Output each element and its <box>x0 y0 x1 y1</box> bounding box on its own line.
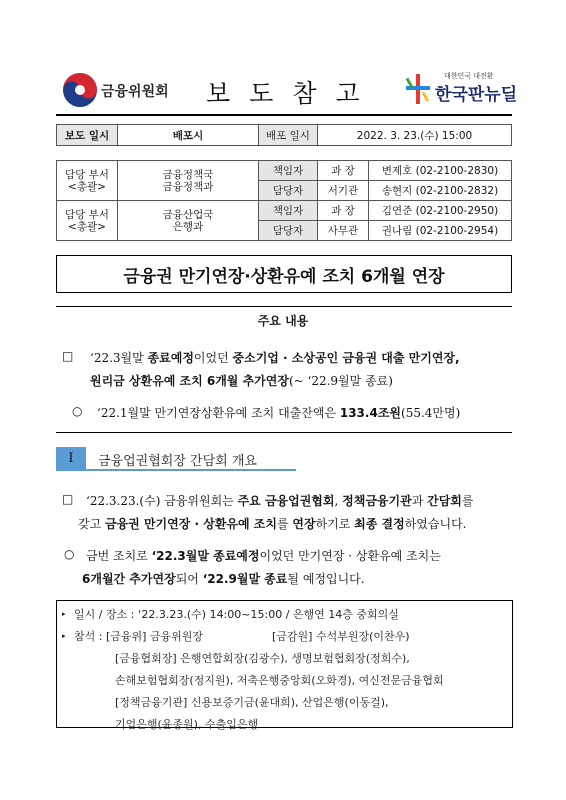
dept-label: 담당 부서 <box>65 168 109 181</box>
section-title: 금융업권협회장 간담회 개요 <box>98 454 257 469</box>
meeting-attendees-associations: [금융협회장] 은행연합회장(김광수), 생명보험협회장(정희수), <box>115 652 410 665</box>
distribution-label: 배포 일시 <box>259 125 318 146</box>
meeting-attendees-policy-finance-cont: 기업은행(윤종원), 수출입은행 <box>115 718 259 731</box>
body-line-1: ‘22.3.23.(수) 금융위원회는 주요 금융업권협회, 정책금융기관과 간담회를 <box>86 494 474 508</box>
dept-division: 은행과 <box>172 220 204 233</box>
dept-sub: <총괄> <box>68 180 106 193</box>
meeting-attendees-fsc: 참석 : [금융위] 금융위원장 <box>74 630 204 643</box>
role-cell: 책임자 <box>259 161 318 181</box>
dept-sub: <총괄> <box>68 220 106 233</box>
org-name: 금융위원회 <box>101 84 169 100</box>
person-cell: 변제호 (02-2100-2830) <box>369 161 512 181</box>
meeting-attendees-associations-cont: 손해보험협회장(정지원), 저축은행중앙회(오화경), 여신전문금융협회 <box>115 674 444 687</box>
meeting-attendees-fss: [금감원] 수석부원장(이찬우) <box>272 630 410 643</box>
korean-new-deal-subtitle: 대한민국 대전환 <box>444 72 494 80</box>
release-info-table <box>56 124 512 146</box>
dept-name-cell <box>118 161 259 201</box>
role-cell: 담당자 <box>259 181 318 201</box>
header-rule <box>56 114 512 116</box>
body-line-4: 6개월간 추가연장되어 ‘22.9월말 종료될 예정입니다. <box>82 572 365 586</box>
circle-bullet-icon: ○ <box>64 547 75 561</box>
square-bullet-icon: □ <box>62 349 74 363</box>
dept-division: 금융정책과 <box>162 180 214 193</box>
person-cell: 김연준 (02-2100-2950) <box>369 201 512 221</box>
dept-cell <box>57 201 118 241</box>
korean-new-deal-name: 한국판뉴딜 <box>435 85 518 105</box>
section-number: I <box>56 447 86 469</box>
body-line-2: 갖고 금융권 만기연장 · 상환유예 조치를 연장하기로 최종 결정하였습니다. <box>78 517 467 531</box>
dept-bureau: 금융정책국 <box>162 168 214 181</box>
summary-top-rule <box>56 306 512 307</box>
dept-label: 담당 부서 <box>65 208 109 221</box>
section-underline <box>56 469 296 471</box>
role-cell: 담당자 <box>259 221 318 241</box>
person-cell: 송현지 (02-2100-2832) <box>369 181 512 201</box>
document-type-title: 보도참고 <box>206 79 379 108</box>
fsc-emblem-icon <box>62 72 98 108</box>
circle-bullet-icon: ○ <box>72 404 83 418</box>
role-cell: 책임자 <box>259 201 318 221</box>
korean-new-deal-logo-icon <box>404 72 432 106</box>
release-label: 보도 일시 <box>57 125 118 146</box>
meeting-attendees-policy-finance: [정책금융기관] 신용보증기금(윤대희), 산업은행(이동걸), <box>115 696 389 709</box>
dept-name-cell <box>118 201 259 241</box>
distribution-value: 2022. 3. 23.(수) 15:00 <box>318 125 512 146</box>
square-bullet-icon: □ <box>62 492 74 506</box>
department-table <box>56 160 512 241</box>
dept-cell <box>57 161 118 201</box>
main-title: 금융권 만기연장·상환유예 조치 6개월 연장 <box>56 255 512 293</box>
title-cell: 사무관 <box>318 221 369 241</box>
person-cell: 권나림 (02-2100-2954) <box>369 221 512 241</box>
summary-bottom-rule <box>56 432 512 433</box>
meeting-datetime-place: 일시 / 장소 : ‘22.3.23.(수) 14:00~15:00 / 은행연 14층 중회의실 <box>74 608 399 621</box>
title-cell: 과 장 <box>318 201 369 221</box>
dept-bureau: 금융산업국 <box>162 208 214 221</box>
release-value: 배포시 <box>118 125 259 146</box>
summary-balance-line: ‘22.1월말 만기연장상환유예 조치 대출잔액은 133.4조원(55.4만명) <box>97 406 461 420</box>
summary-heading: 주요 내용 <box>257 314 309 328</box>
body-line-3: 금번 조치로 ‘22.3월말 종료예정이었던 만기연장 · 상환유예 조치는 <box>86 549 441 563</box>
title-cell: 과 장 <box>318 161 369 181</box>
triangle-bullet-icon: ▸ <box>62 610 66 618</box>
summary-line-1: ‘22.3월말 종료예정이었던 중소기업 · 소상공인 금융권 대출 만기연장, <box>90 351 460 365</box>
summary-line-2: 원리금 상환유예 조치 6개월 추가연장(~ ‘22.9월말 종료) <box>90 374 393 388</box>
triangle-bullet-icon: ▸ <box>62 632 66 640</box>
title-cell: 서기관 <box>318 181 369 201</box>
